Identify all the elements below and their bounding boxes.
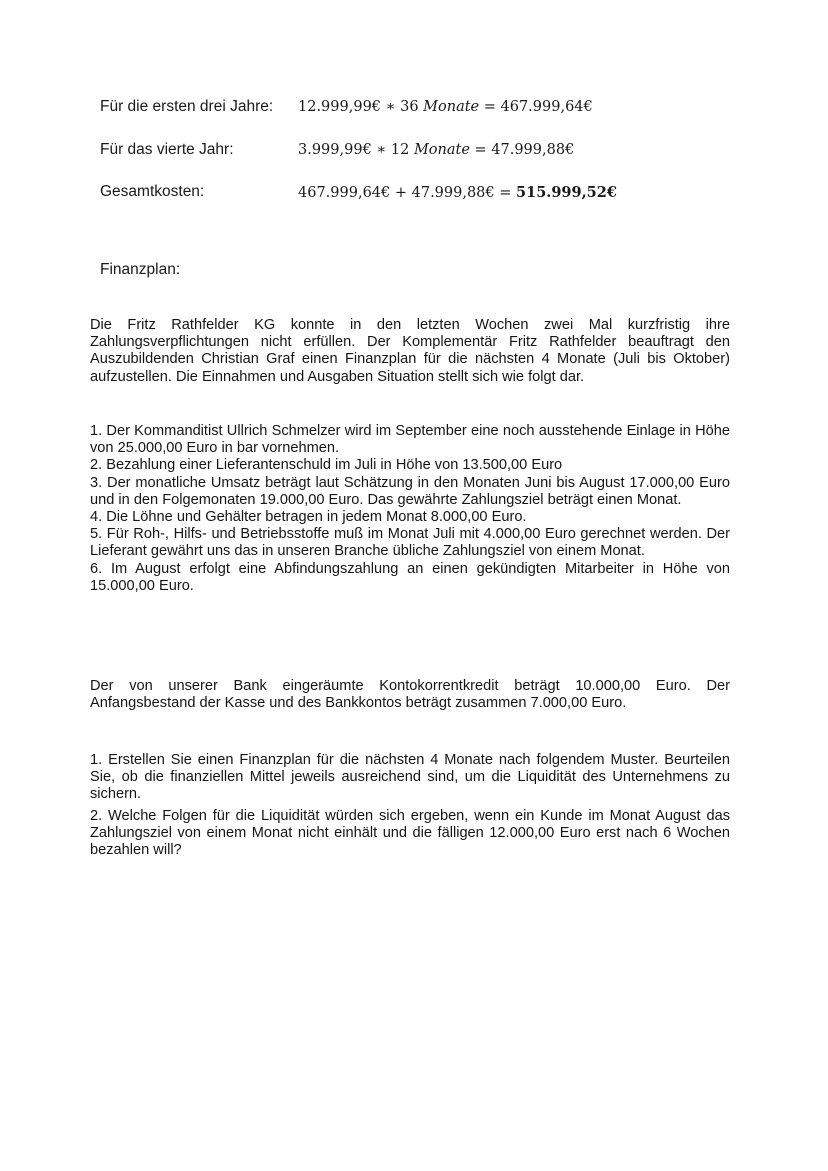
formula-fourth-year [298, 142, 574, 158]
credit-note [90, 678, 730, 712]
calc-row-fourth-year [100, 141, 234, 159]
tasks-list [90, 752, 730, 859]
section-title: Finanzplan: [100, 261, 181, 278]
calc-label: Für das vierte Jahr: [100, 141, 234, 158]
formula-unit: Monate [423, 99, 480, 115]
intro-paragraph [90, 317, 730, 386]
list-item: 5. Für Roh-, Hilfs- und Betriebsstoffe muß im Monat Juli mit 4.000,00 Euro gerechnet werden. Der Lieferant gewährt uns das in unseren Branche übliche Zahlungsziel von einem Monat. [90, 526, 730, 560]
calc-label: Gesamtkosten: [100, 183, 205, 200]
list-item: 6. Im August erfolgt eine Abfindungszahlung an einen gekündigten Mitarbeiter in Höhe von 15.000,00 Euro. [90, 560, 730, 594]
task-item: 2. Welche Folgen für die Liquidität würden sich ergeben, wenn ein Kunde im Monat August das Zahlungsziel von einem Monat nicht einhält und die fälligen 12.000,00 Euro erst nach 6 Wochen bezahlen will? [90, 807, 730, 859]
calc-row-first-three-years [100, 98, 273, 116]
formula-pre: 12.999,99€ ∗ 36 [298, 99, 424, 115]
formula-unit: Monate [413, 142, 470, 158]
formula-pre: 3.999,99€ ∗ 12 [298, 142, 414, 158]
calc-label: Für die ersten drei Jahre: [100, 98, 274, 115]
list-item: 1. Der Kommanditist Ullrich Schmelzer wird im September eine noch ausstehende Einlage in Höhe von 25.000,00 Euro in bar vornehmen. [90, 423, 730, 457]
formula-post: = 467.999,64€ [479, 99, 593, 115]
formula-pre: 467.999,64€ + 47.999,88€ = [298, 185, 517, 201]
list-item: 4. Die Löhne und Gehälter betragen in jedem Monat 8.000,00 Euro. [90, 509, 527, 526]
task-item: 1. Erstellen Sie einen Finanzplan für die nächsten 4 Monate nach folgendem Muster. Beurteilen Sie, ob die finanziellen Mittel jeweils ausreichend sind, um die Liquidität des Unternehmens zu sichern. [90, 752, 730, 803]
formula-post: = 47.999,88€ [469, 142, 575, 158]
formula-result: 515.999,52€ [516, 184, 617, 201]
credit-note-text: Der von unserer Bank eingeräumte Kontokorrentkredit beträgt 10.000,00 Euro. Der Anfangsbestand der Kasse und des Bankkontos beträgt zusammen 7.000,00 Euro. [90, 678, 730, 712]
facts-list [90, 423, 730, 595]
intro-text: Die Fritz Rathfelder KG konnte in den letzten Wochen zwei Mal kurzfristig ihre Zahlungsverpflichtungen nicht erfüllen. Der Komplementär Fritz Rathfelder beauftragt den Auszubildenden Christian Graf einen Finanzplan für die nächsten 4 Monate (Juli bis Oktober) aufzustellen. Die Einnahmen und Ausgaben Situation stellt sich wie folgt dar. [90, 317, 730, 385]
calc-row-total-cost [100, 183, 204, 201]
formula-total-cost [298, 184, 617, 201]
list-item: 3. Der monatliche Umsatz beträgt laut Schätzung in den Monaten Juni bis August 17.000,00 Euro und in den Folgemonaten 19.000,00 Euro. Das gewährte Zahlungsziel beträgt einen Monat. [90, 474, 730, 508]
list-item: 2. Bezahlung einer Lieferantenschuld im Juli in Höhe von 13.500,00 Euro [90, 457, 563, 474]
formula-first-three-years [298, 99, 593, 115]
